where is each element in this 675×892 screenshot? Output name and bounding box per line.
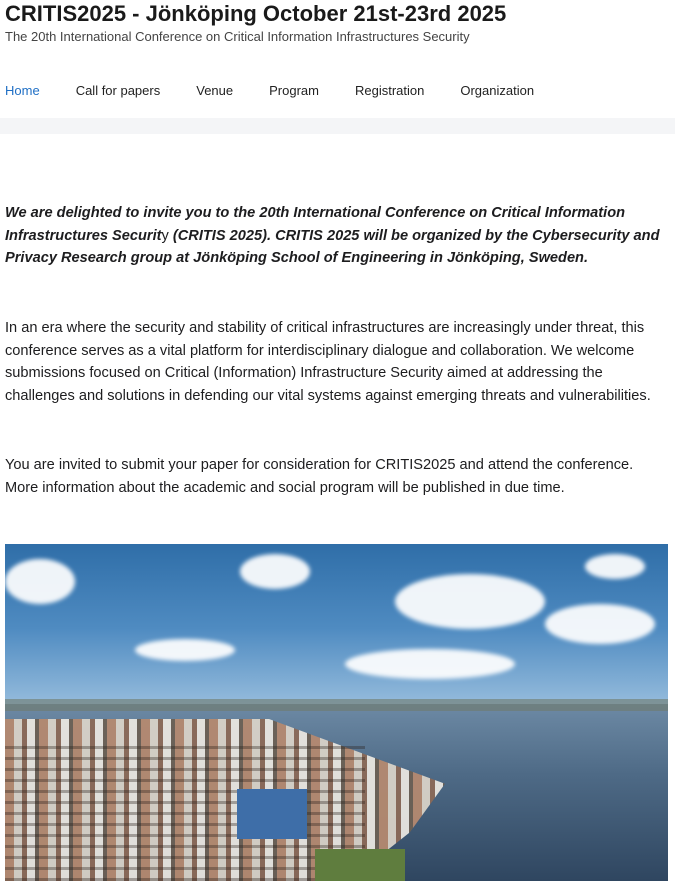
main-nav: [5, 83, 570, 99]
intro-text-a: We are delighted to invite you to the 20th International Conference on Critical Information Infrastructures Securit: [5, 205, 626, 244]
far-shore: [5, 699, 668, 711]
intro-text-c: (CRITIS 2025). CRITIS 2025 will be organized by the Cybersecurity and Privacy Research group at Jönköping School of Engineering in Jönköping, Sweden.: [5, 227, 660, 267]
nav-registration[interactable]: Registration: [354, 83, 425, 98]
nav-organization[interactable]: Organization: [460, 83, 535, 98]
city-streets: [5, 744, 365, 881]
park: [315, 849, 405, 881]
invitation-paragraph: You are invited to submit your paper for consideration for CRITIS2025 and attend the conference. More information about the academic and social program will be published in due time.: [5, 457, 634, 496]
header-divider-band: [0, 118, 675, 134]
nav-venue[interactable]: Venue: [196, 83, 234, 98]
cloud: [5, 559, 75, 604]
cloud: [345, 649, 515, 679]
cloud: [545, 604, 655, 644]
jonkoping-aerial-photo: [5, 544, 668, 881]
cloud: [395, 574, 545, 629]
intro-text-b: y: [161, 227, 169, 244]
blue-building: [237, 789, 307, 839]
site-subtitle: The 20th International Conference on Critical Information Infrastructures Security: [5, 29, 470, 44]
nav-program[interactable]: Program: [269, 83, 319, 98]
nav-call-for-papers[interactable]: Call for papers: [75, 83, 161, 98]
cloud: [240, 554, 310, 589]
nav-home[interactable]: Home: [5, 83, 40, 98]
site-title: CRITIS2025 - Jönköping October 21st-23rd 2025: [5, 1, 507, 26]
intro-paragraph: [5, 202, 669, 270]
description-paragraph: In an era where the security and stability of critical infrastructures are increasingly under threat, this conference serves as a vital platform for interdisciplinary dialogue and collaboration. We welcome submissions focused on Critical (Information) Infrastructure Security aimed at addressing the challenges and solutions in defending our vital systems against emerging threats and vulnerabilities.: [5, 320, 651, 405]
cloud: [585, 554, 645, 579]
cloud: [135, 639, 235, 661]
